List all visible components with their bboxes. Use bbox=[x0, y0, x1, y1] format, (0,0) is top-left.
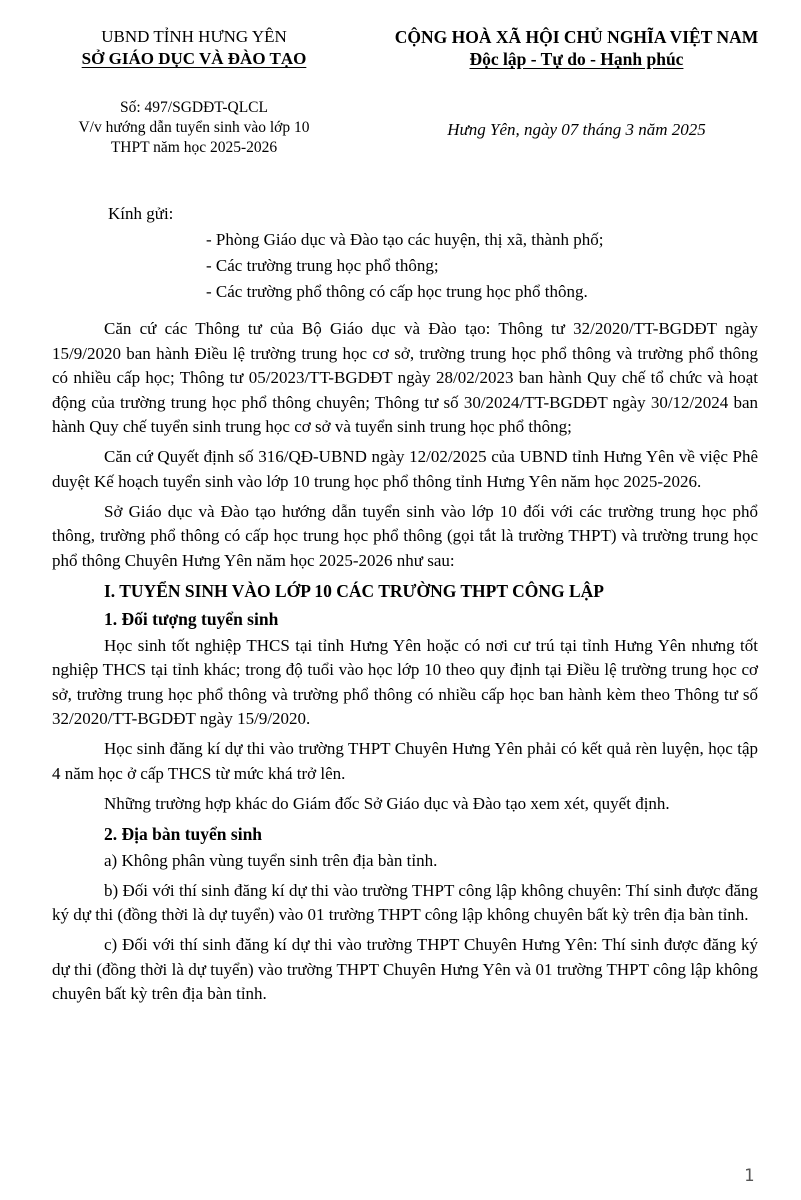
paragraph: Căn cứ các Thông tư của Bộ Giáo dục và Đào tạo: Thông tư 32/2020/TT-BGDĐT ngày 15/9/2020 ban hành Điều lệ trường trung học cơ sở, trường trung học phổ thông và trường phổ thông có nhiều cấp học; Thông tư 05/2023/TT-BGDĐT ngày 28/02/2023 ban hành Quy chế tổ chức và hoạt động của trường trung học phổ thông chuyên; Thông tư số 30/2024/TT-BGDĐT ngày 30/12/2024 ban hành Quy chế tuyển sinh trung học cơ sở và tuyển sinh trung học phổ thông; bbox=[52, 319, 758, 436]
paragraph: Những trường hợp khác do Giám đốc Sở Giáo dục và Đào tạo xem xét, quyết định. bbox=[104, 793, 670, 813]
document-date: Hưng Yên, ngày 07 tháng 3 năm 2025 bbox=[447, 120, 706, 139]
national-heading bbox=[352, 26, 801, 70]
document-number: Số: 497/SGDĐT-QLCL bbox=[120, 99, 268, 116]
subject-line-2: THPT năm học 2025-2026 bbox=[110, 139, 278, 156]
section-heading: I. TUYỂN SINH VÀO LỚP 10 CÁC TRƯỜNG THPT CÔNG LẬP bbox=[104, 580, 604, 601]
issuing-authority bbox=[44, 26, 344, 70]
paragraph: c) Đối với thí sinh đăng kí dự thi vào trường THPT Chuyên Hưng Yên: Thí sinh được đăng ký dự thi (đồng thời là dự tuyển) vào trường THPT Chuyên Hưng Yên và 01 trường THPT công lập không chuyên bất kỳ trên địa bàn tỉnh. bbox=[52, 935, 758, 1003]
authority-line-1: UBND TỈNH HƯNG YÊN bbox=[101, 27, 287, 46]
paragraph: Học sinh đăng kí dự thi vào trường THPT Chuyên Hưng Yên phải có kết quả rèn luyện, học tập 4 năm học ở cấp THCS từ mức khá trở lên. bbox=[52, 739, 758, 783]
paragraph: Học sinh tốt nghiệp THCS tại tỉnh Hưng Yên hoặc có nơi cư trú tại tỉnh Hưng Yên nhưng tốt nghiệp THCS tại tỉnh khác; trong độ tuổi vào học lớp 10 theo quy định tại Điều lệ trường trung học cơ sở, trường trung học phổ thông và trường phổ thông có nhiều cấp học ban hành kèm theo Thông tư số 32/2020/TT-BGDĐT ngày 15/9/2020. bbox=[52, 635, 758, 728]
recipients bbox=[0, 201, 801, 305]
recipients-label: Kính gửi: bbox=[108, 204, 174, 223]
subsection-heading: 2. Địa bàn tuyển sinh bbox=[104, 823, 263, 844]
paragraph: Sở Giáo dục và Đào tạo hướng dẫn tuyển sinh vào lớp 10 đối với các trường trung học phổ thông, trường phổ thông có cấp học trung học phổ thông (gọi tắt là trường THPT) và trường trung học phổ thông Chuyên Hưng Yên năm học 2025-2026 như sau: bbox=[52, 501, 758, 570]
paragraph: a) Không phân vùng tuyển sinh trên địa bàn tỉnh. bbox=[104, 850, 438, 870]
paragraph: b) Đối với thí sinh đăng kí dự thi vào trường THPT công lập không chuyên: Thí sinh được đăng ký dự thi (đồng thời là dự tuyển) vào 01 trường THPT công lập không chuyên bất kỳ trên địa bàn tỉnh. bbox=[52, 880, 758, 924]
recipient-item: - Các trường trung học phổ thông; bbox=[206, 256, 439, 275]
document-body bbox=[52, 317, 758, 1012]
document-meta bbox=[44, 98, 344, 158]
paragraph: Căn cứ Quyết định số 316/QĐ-UBND ngày 12/02/2025 của UBND tỉnh Hưng Yên về việc Phê duyệt Kế hoạch tuyển sinh vào lớp 10 trung học phổ thông tỉnh Hưng Yên năm học 2025-2026. bbox=[52, 447, 758, 491]
page-number: 1 bbox=[744, 1166, 755, 1186]
subject-line-1: V/v hướng dẫn tuyển sinh vào lớp 10 bbox=[78, 119, 310, 136]
nation-motto: Độc lập - Tự do - Hạnh phúc bbox=[469, 49, 684, 69]
nation-title: CỘNG HOÀ XÃ HỘI CHỦ NGHĨA VIỆT NAM bbox=[394, 27, 759, 47]
recipient-item: - Các trường phổ thông có cấp học trung học phổ thông. bbox=[206, 282, 588, 301]
recipient-item: - Phòng Giáo dục và Đào tạo các huyện, thị xã, thành phố; bbox=[206, 230, 604, 249]
subsection-heading: 1. Đối tượng tuyển sinh bbox=[104, 608, 279, 629]
authority-line-2: SỞ GIÁO DỤC VÀ ĐÀO TẠO bbox=[81, 49, 307, 68]
